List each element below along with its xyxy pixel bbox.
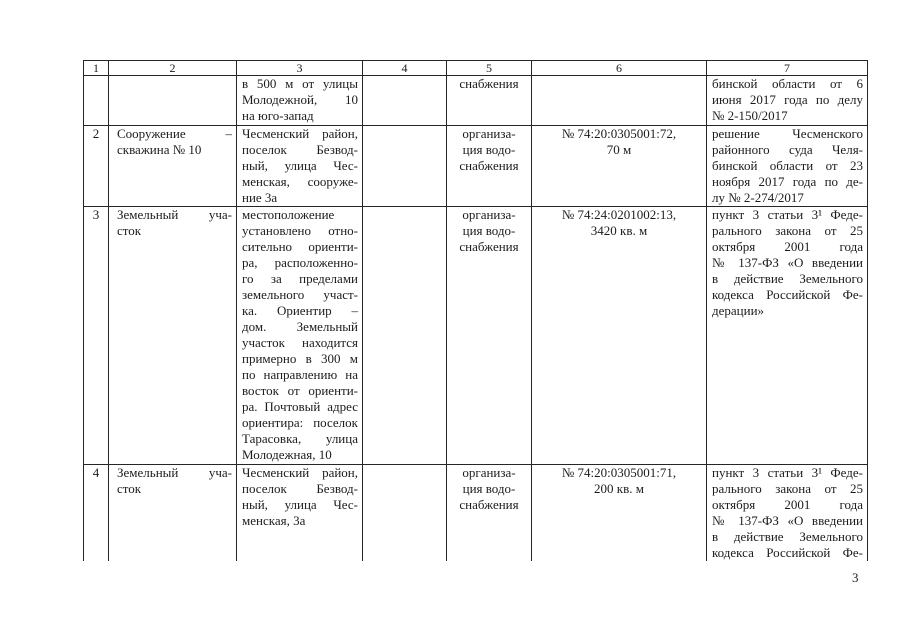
cell-number bbox=[84, 126, 109, 207]
cell-column-4 bbox=[363, 465, 447, 562]
cell-line: кодекса Российской Фе- bbox=[712, 545, 863, 560]
cell-line: 4 bbox=[92, 465, 100, 480]
cell-line: Чесменский район, bbox=[242, 465, 358, 480]
cell-line: земельного участ- bbox=[242, 287, 358, 302]
cell-legal-basis bbox=[707, 126, 868, 207]
cell-location bbox=[237, 126, 363, 207]
cell-organization bbox=[447, 76, 532, 126]
cell-line: дерации» bbox=[712, 303, 765, 318]
cell-line: ноября 2017 года по де- bbox=[712, 174, 863, 189]
cell-line: пункт 3 статьи 3¹ Феде- bbox=[712, 465, 863, 480]
cell-object-name bbox=[109, 465, 237, 562]
page-number: 3 bbox=[852, 570, 859, 585]
cell-line: октября 2001 года bbox=[712, 497, 863, 512]
cell-line: 200 кв. м bbox=[594, 481, 644, 496]
cell-line: дом. Земельный bbox=[242, 319, 358, 334]
header-cell-4: 4 bbox=[363, 61, 447, 76]
cell-line: Молодежной, 10 bbox=[242, 92, 358, 107]
cell-number bbox=[84, 465, 109, 562]
cell-line: кодекса Российской Фе- bbox=[712, 287, 863, 302]
cell-line: рального закона от 25 bbox=[712, 481, 863, 496]
cell-line: местоположение bbox=[242, 207, 335, 222]
cell-line: снабжения bbox=[459, 497, 519, 512]
cell-line: ориентира: поселок bbox=[242, 415, 358, 430]
cell-cadastral-number bbox=[532, 76, 707, 126]
table-row bbox=[84, 76, 868, 126]
cell-line: бинской области от 23 bbox=[712, 158, 863, 173]
cell-line: сительно ориенти- bbox=[242, 239, 358, 254]
cell-location bbox=[237, 207, 363, 465]
cell-object-name bbox=[109, 76, 237, 126]
cell-organization bbox=[447, 126, 532, 207]
cell-line: ный, улица Чес- bbox=[242, 158, 358, 173]
cell-line: ция водо- bbox=[462, 481, 516, 496]
cell-line: октября 2001 года bbox=[712, 239, 863, 254]
cell-line: районного суда Челя- bbox=[712, 142, 863, 157]
cell-line: 3 bbox=[92, 207, 100, 222]
cell-line: в 500 м от улицы bbox=[242, 76, 358, 91]
cell-line: в действие Земельного bbox=[712, 529, 863, 544]
cell-line: бинской области от 6 bbox=[712, 76, 863, 91]
table-row bbox=[84, 126, 868, 207]
cell-object-name bbox=[109, 126, 237, 207]
cell-line: 70 м bbox=[606, 142, 632, 157]
cell-organization bbox=[447, 465, 532, 562]
cell-line: июня 2017 года по делу bbox=[712, 92, 863, 107]
cell-line: снабжения bbox=[459, 158, 519, 173]
cell-line: ция водо- bbox=[462, 223, 516, 238]
cell-location bbox=[237, 465, 363, 562]
cell-number bbox=[84, 207, 109, 465]
cell-line: на юго-запад bbox=[242, 108, 314, 123]
header-cell-7: 7 bbox=[707, 61, 868, 76]
cell-legal-basis bbox=[707, 207, 868, 465]
cell-line: № 74:24:0201002:13, bbox=[561, 207, 677, 222]
cell-line: сток bbox=[117, 481, 142, 496]
header-cell-3: 3 bbox=[237, 61, 363, 76]
header-cell-5: 5 bbox=[447, 61, 532, 76]
cell-line: ра. Почтовый адрес bbox=[242, 399, 358, 414]
cell-line: го за пределами bbox=[242, 271, 358, 286]
cell-line: поселок Безвод- bbox=[242, 142, 358, 157]
cell-line: снабжения bbox=[459, 239, 519, 254]
cell-location bbox=[237, 76, 363, 126]
cell-line: Земельный уча- bbox=[117, 207, 232, 222]
cell-line: ция водо- bbox=[462, 142, 516, 157]
cell-line: ра, расположенно- bbox=[242, 255, 358, 270]
cell-line: организа- bbox=[462, 465, 516, 480]
cell-line: организа- bbox=[462, 126, 516, 141]
cell-line: Молодежная, 10 bbox=[242, 447, 332, 462]
cell-line: Земельный уча- bbox=[117, 465, 232, 480]
cell-line: участок находится bbox=[242, 335, 358, 350]
cell-number bbox=[84, 76, 109, 126]
cell-line: № 74:20:0305001:71, bbox=[561, 465, 677, 480]
header-cell-1: 1 bbox=[84, 61, 109, 76]
cell-cadastral-number bbox=[532, 465, 707, 562]
cell-line: снабжения bbox=[459, 76, 519, 91]
cell-line: установлено отно- bbox=[242, 223, 358, 238]
cell-column-4 bbox=[363, 126, 447, 207]
cell-line: ный, улица Чес- bbox=[242, 497, 358, 512]
cell-line: Тарасовка, улица bbox=[242, 431, 358, 446]
cell-line: решение Чесменского bbox=[712, 126, 863, 141]
cell-cadastral-number bbox=[532, 207, 707, 465]
cell-line: № 137-ФЗ «О введении bbox=[712, 513, 863, 528]
cell-line: ние 3а bbox=[242, 190, 278, 205]
cell-legal-basis bbox=[707, 76, 868, 126]
cell-object-name bbox=[109, 207, 237, 465]
table-row bbox=[84, 207, 868, 465]
header-cell-2: 2 bbox=[109, 61, 237, 76]
cell-line: № 2-150/2017 bbox=[712, 108, 788, 123]
cell-line: менская, сооруже- bbox=[242, 174, 358, 189]
document-table bbox=[83, 60, 868, 561]
cell-organization bbox=[447, 207, 532, 465]
cell-column-4 bbox=[363, 207, 447, 465]
cell-line: № 74:20:0305001:72, bbox=[561, 126, 677, 141]
cell-line: по направлению на bbox=[242, 367, 358, 382]
cell-line: примерно в 300 м bbox=[242, 351, 358, 366]
cell-line: 2 bbox=[92, 126, 100, 141]
cell-cadastral-number bbox=[532, 126, 707, 207]
cell-line: Чесменский район, bbox=[242, 126, 358, 141]
cell-line: поселок Безвод- bbox=[242, 481, 358, 496]
cell-line: лу № 2-274/2017 bbox=[712, 190, 804, 205]
cell-line: сток bbox=[117, 223, 142, 238]
cell-legal-basis bbox=[707, 465, 868, 562]
cell-line: организа- bbox=[462, 207, 516, 222]
header-cell-6: 6 bbox=[532, 61, 707, 76]
cell-line: пункт 3 статьи 3¹ Феде- bbox=[712, 207, 863, 222]
cell-line: рального закона от 25 bbox=[712, 223, 863, 238]
cell-line: менская, 3а bbox=[242, 513, 306, 528]
table-header-row bbox=[84, 61, 868, 76]
cell-column-4 bbox=[363, 76, 447, 126]
cell-line: восток от ориенти- bbox=[242, 383, 358, 398]
cell-line: в действие Земельного bbox=[712, 271, 863, 286]
cell-line: Сооружение – bbox=[117, 126, 232, 141]
cell-line: № 137-ФЗ «О введении bbox=[712, 255, 863, 270]
cell-line: 3420 кв. м bbox=[590, 223, 648, 238]
cell-line: ка. Ориентир – bbox=[242, 303, 358, 318]
table-row bbox=[84, 465, 868, 562]
cell-line: скважина № 10 bbox=[117, 142, 202, 157]
